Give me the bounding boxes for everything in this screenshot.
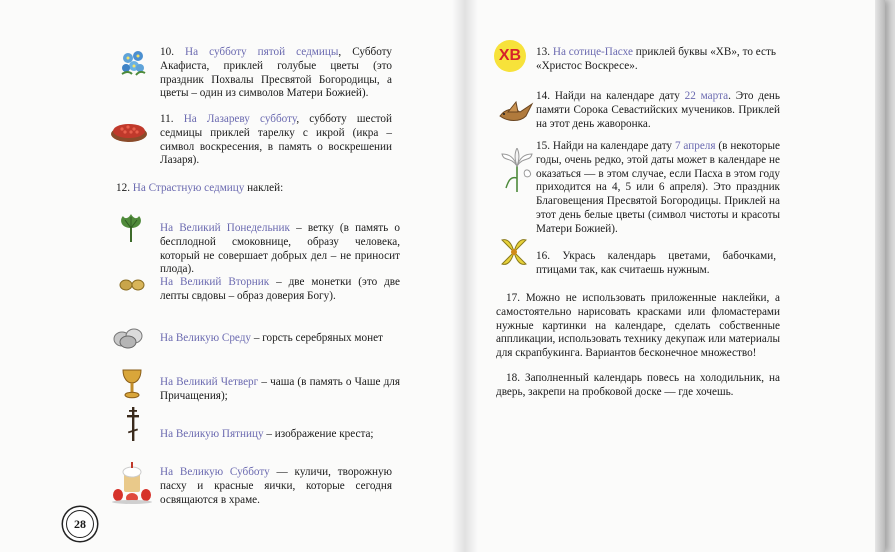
page-edge <box>875 0 885 552</box>
item-16-text: 16. Укрась календарь цветами, бабочками, птицами так, как считаешь нужным. <box>536 250 776 276</box>
chalice-icon <box>121 367 143 399</box>
link-holy-tuesday[interactable]: На Великий Вторник <box>160 276 270 288</box>
item-12-text: 12. На Страстную седмицу наклей: <box>116 182 284 194</box>
blue-flowers-icon <box>118 48 148 78</box>
page-number: 28 <box>66 510 94 538</box>
item-17-text: 17. Можно не использовать приложенные наклейки, а самостоятельно нарисовать красками или фломастерами нужные картинки на календаре, сделать собственные аппликации, использовать технику декупаж или материалы для скрапбукинга. Вариантов бесконечное множество! <box>496 292 780 360</box>
book-gutter <box>452 0 478 552</box>
item-18-text: 18. Заполненный календарь повесь на холодильник, на дверь, закрепи на пробковой доске — где хочешь. <box>496 372 780 398</box>
cross-icon <box>125 407 141 443</box>
lark-bird-icon <box>498 100 534 126</box>
item-14-text: 14. Найди на календаре дату 22 марта. Это день памяти Сорока Севастийских мучеников. Приклей на этот день жаворонка. <box>536 90 781 130</box>
xb-badge-icon: ХВ <box>494 40 526 72</box>
fig-branch-icon <box>115 212 147 244</box>
link-april-7[interactable]: 7 апреля <box>674 140 716 152</box>
holy-saturday-text: На Великую Субботу — куличи, творожную пасху и красные яички, которые сегодня освящаются в храме. <box>160 466 392 506</box>
item-13-text: 13. На сотице-Пасхе приклей буквы «ХВ», то есть «Христос Воскресе». <box>536 46 777 72</box>
item-10-text: 10. На субботу пятой седмицы, Субботу Акафиста, приклей голубые цветы (это праздник Похвалы Пресвятой Богородицы, а цветы – один из символов Матери Божией). <box>160 46 392 100</box>
link-holy-week[interactable]: На Страстную седмицу <box>132 182 245 194</box>
yellow-flower-icon <box>498 236 530 268</box>
link-holy-wednesday[interactable]: На Великую Среду <box>160 332 252 344</box>
white-lily-icon <box>500 148 534 194</box>
holy-friday-text: На Великую Пятницу – изображение креста; <box>160 428 374 440</box>
item-15-text: 15. Найди на календаре дату 7 апреля (в некоторые годы, очень редко, этой даты может в календаре не оказаться — в этом случае, если Пасха в этом году приходится на 4, 5 или 6 апреля). Это праздник Благовещения Пресвятой Богородицы. Приклей на этот день белые цветы (символ чистоты и красоты Матери Божией). <box>536 140 781 235</box>
link-holy-saturday[interactable]: На Великую Субботу <box>160 466 270 478</box>
holy-monday-text: На Великий Понедельник – ветку (в память о бесплодной смоковнице, образу человека, который не совершает добрых дел – не приносит плода). <box>160 222 400 276</box>
item-11-text: 11. На Лазареву субботу, субботу шестой седмицы приклей тарелку с икрой (икра – символ воскресения, в память о воскрешении Лазаря). <box>160 113 392 167</box>
link-holy-monday[interactable]: На Великий Понедельник <box>160 222 290 234</box>
caviar-plate-icon <box>109 116 149 144</box>
link-easter[interactable]: На сотице-Пасхе <box>552 46 633 58</box>
holy-tuesday-text: На Великий Вторник – две монетки (это две лепты свдовы – образ доверия Богу). <box>160 276 400 302</box>
link-fifth-week-saturday[interactable]: На субботу пятой седмицы <box>185 46 339 58</box>
link-march-22[interactable]: 22 марта <box>684 90 729 102</box>
link-holy-thursday[interactable]: На Великий Четверг <box>160 376 259 388</box>
holy-thursday-text: На Великий Четверг – чаша (в память о Чаше для Причащения); <box>160 376 400 402</box>
silver-coins-icon <box>112 324 148 350</box>
holy-wednesday-text: На Великую Среду – горсть серебряных монет <box>160 332 383 344</box>
link-lazarus-saturday[interactable]: На Лазареву субботу <box>183 113 297 125</box>
two-coins-icon <box>118 278 146 292</box>
link-holy-friday[interactable]: На Великую Пятницу <box>160 428 264 440</box>
kulich-eggs-icon <box>110 460 154 504</box>
